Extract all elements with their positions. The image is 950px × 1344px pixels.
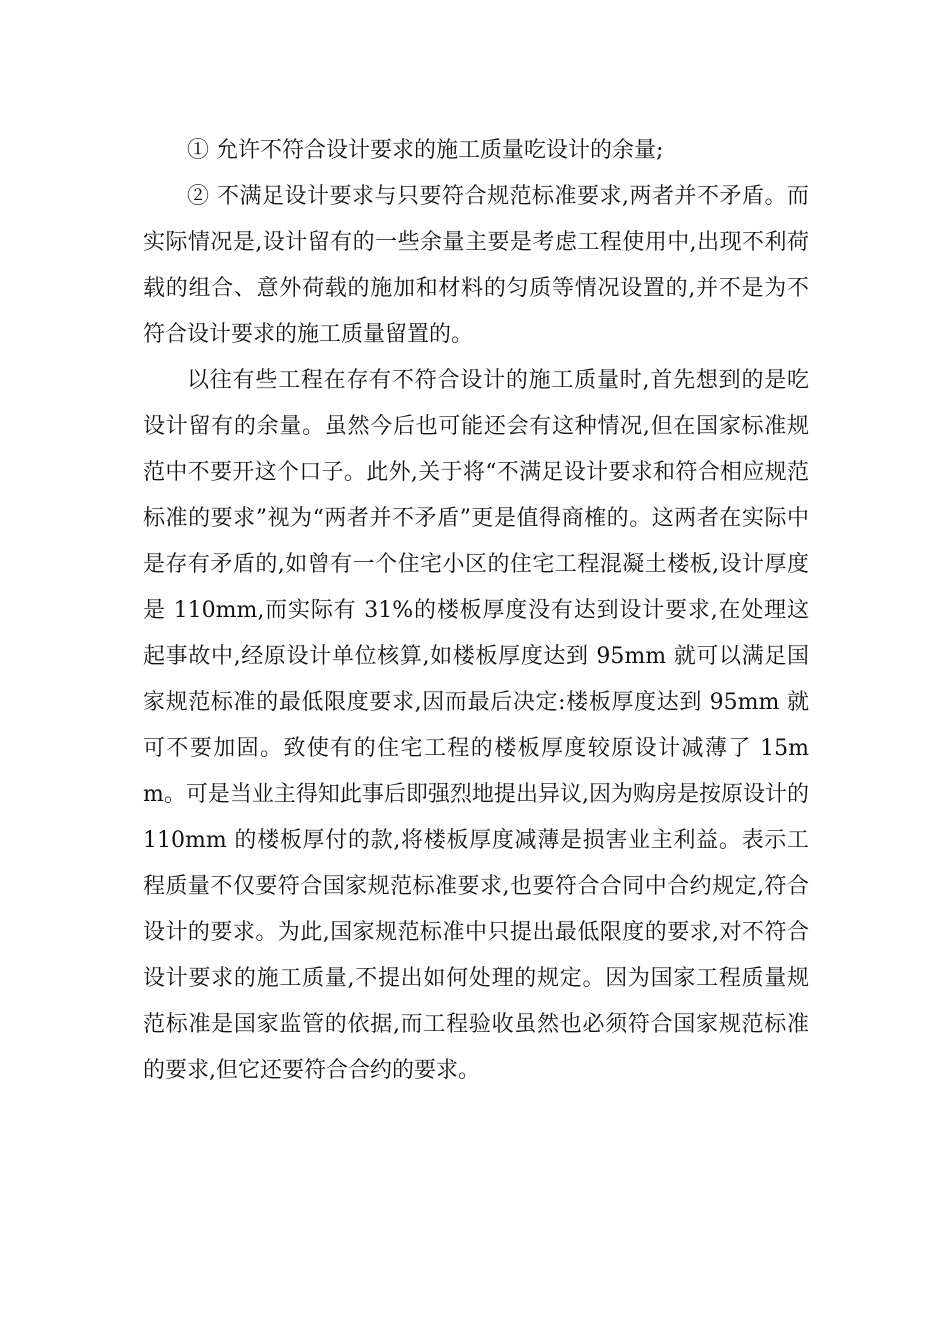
document-body <box>143 128 809 1094</box>
paragraph-item-1: ① 允许不符合设计要求的施工质量吃设计的余量; <box>187 138 664 163</box>
paragraph-item-2: ② 不满足设计要求与只要符合规范标准要求,两者并不矛盾。而实际情况是,设计留有的一些余量主要是考虑工程使用中,出现不利荷载的组合、意外荷载的施加和材料的匀质等情况设置的,并不是为不符合设计要求的施工质量留置的。 <box>143 184 809 347</box>
paragraph-main: 以往有些工程在存有不符合设计的施工质量时,首先想到的是吃设计留有的余量。虽然今后也可能还会有这种情况,但在国家标准规范中不要开这个口子。此外,关于将“不满足设计要求和符合相应规范标准的要求”视为“两者并不矛盾”更是值得商榷的。这两者在实际中是存有矛盾的,如曾有一个住宅小区的住宅工程混凝土楼板,设计厚度是 110mm,而实际有 31%的楼板厚度没有达到设计要求,在处理这起事故中,经原设计单位核算,如楼板厚度达到 95mm 就可以满足国家规范标准的最低限度要求,因而最后决定:楼板厚度达到 95mm 就可不要加固。致使有的住宅工程的楼板厚度较原设计减薄了 15mm。可是当业主得知此事后即强烈地提出异议,因为购房是按原设计的 110mm 的楼板厚付的款,将楼板厚度减薄是损害业主利益。表示工程质量不仅要符合国家规范标准要求,也要符合合同中合约规定,符合设计的要求。为此,国家规范标准中只提出最低限度的要求,对不符合设计要求的施工质量,不提出如何处理的规定。因为国家工程质量规范标准是国家监管的依据,而工程验收虽然也必须符合国家规范标准的要求,但它还要符合合约的要求。 <box>143 368 809 1083</box>
